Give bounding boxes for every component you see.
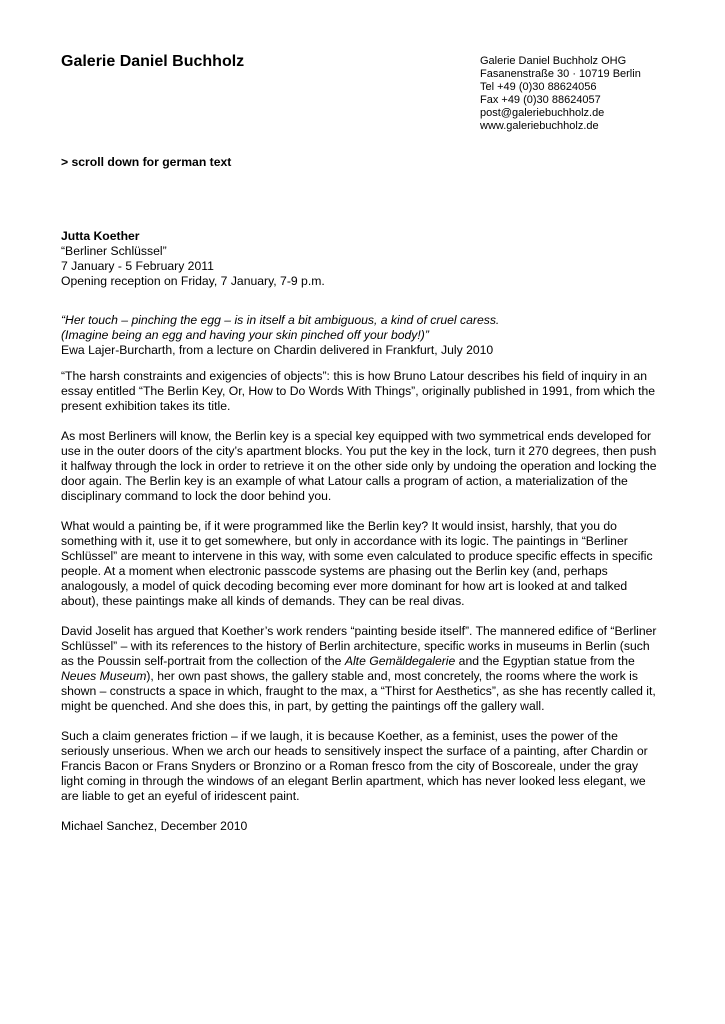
text-run: ), her own past shows, the gallery stable and, most concretely, the rooms where the work is	[146, 669, 638, 683]
exhibition-reception: Opening reception on Friday, 7 January, 7-9 p.m.	[61, 274, 325, 288]
text-line	[61, 564, 701, 579]
exhibition-dates: 7 January - 5 February 2011	[61, 259, 214, 273]
text-line	[61, 369, 701, 384]
text-run: shown – constructs a space in which, fraught to the max, a “Thirst for Aesthetics”, as she has recently called it,	[61, 684, 656, 698]
text-line	[61, 789, 701, 804]
text-line	[61, 489, 701, 504]
text-run: and the Egyptian statue from the	[455, 654, 635, 668]
epigraph-quote-line: (Imagine being an egg and having your skin pinched off your body!)”	[61, 328, 429, 342]
text-run: seriously unserious. When we arch our heads to sensitively inspect the surface of a painting, after Chardin or	[61, 744, 648, 758]
text-run: Such a claim generates friction – if we laugh, it is because Koether, as a feminist, uses the power of the	[61, 729, 618, 743]
text-run: as the Poussin self-portrait from the collection of the	[61, 654, 345, 668]
epigraph-quote-line: “Her touch – pinching the egg – is in itself a bit ambiguous, a kind of cruel caress.	[61, 313, 500, 327]
text-run: David Joselit has argued that Koether’s work renders “painting beside itself”. The mannered edifice of “Berliner	[61, 624, 657, 638]
body-text	[61, 369, 701, 834]
text-line	[61, 729, 701, 744]
text-line	[61, 399, 701, 414]
text-run: What would a painting be, if it were programmed like the Berlin key? It would insist, harshly, that you do	[61, 519, 617, 533]
text-run: are liable to get an eyeful of iridescent paint.	[61, 789, 300, 803]
text-run: As most Berliners will know, the Berlin key is a special key equipped with two symmetrical ends developed for	[61, 429, 652, 443]
text-run: about), these paintings make all kinds of demands. They can be real divas.	[61, 594, 465, 608]
text-line	[61, 684, 701, 699]
text-run: light coming in through the windows of an elegant Berlin apartment, which has never looked less elegant, we	[61, 774, 646, 788]
paragraph	[61, 519, 701, 609]
text-run: Schlüssel” – with its references to the history of Berlin architecture, specific works in museums in Berlin (such	[61, 639, 650, 653]
epigraph	[61, 313, 499, 358]
text-line	[61, 444, 701, 459]
text-line	[61, 699, 701, 714]
contact-block	[480, 55, 641, 133]
exhibition-info	[61, 229, 325, 289]
text-line	[61, 384, 701, 399]
text-run: something with it, use it to get somewhere, but only in accordance with its logic. The paintings in “Berliner	[61, 534, 628, 548]
contact-website: www.galeriebuchholz.de	[480, 120, 599, 132]
text-run: Schlüssel” are meant to intervene in this way, with some even calculated to produce specific effects in specific	[61, 549, 653, 563]
text-run: it halfway through the lock in order to retrieve it on the other side only by undoing the operation and locking the	[61, 459, 657, 473]
text-line	[61, 429, 701, 444]
text-line	[61, 624, 701, 639]
paragraph	[61, 429, 701, 504]
text-run: use in the outer doors of the city’s apartment blocks. You put the key in the lock, turn it 270 degrees, then push	[61, 444, 657, 458]
text-line	[61, 654, 701, 669]
text-line	[61, 669, 701, 684]
contact-fax: Fax +49 (0)30 88624057	[480, 94, 601, 106]
text-run: essay entitled “The Berlin Key, Or, How to Do Words With Things”, originally published in 1991, from which the	[61, 384, 656, 398]
paragraph	[61, 624, 701, 714]
text-line	[61, 549, 701, 564]
scroll-note: > scroll down for german text	[61, 155, 232, 169]
contact-tel: Tel +49 (0)30 88624056	[480, 81, 597, 93]
signoff: Michael Sanchez, December 2010	[61, 819, 248, 833]
gallery-name: Galerie Daniel Buchholz	[61, 53, 245, 70]
text-line	[61, 594, 701, 609]
text-run: Alte Gemäldegalerie	[344, 654, 456, 668]
contact-company: Galerie Daniel Buchholz OHG	[480, 55, 627, 67]
text-run: people. At a moment when electronic passcode systems are phasing out the Berlin key (and, perhaps	[61, 564, 608, 578]
body-paragraphs	[61, 369, 701, 804]
text-line	[61, 744, 701, 759]
text-line	[61, 459, 701, 474]
text-line	[61, 759, 701, 774]
contact-email: post@galeriebuchholz.de	[480, 107, 605, 119]
text-run: door again. The Berlin key is an example of what Latour calls a program of action, a materialization of the	[61, 474, 628, 488]
text-line	[61, 519, 701, 534]
contact-address: Fasanenstraße 30 · 10719 Berlin	[480, 68, 641, 80]
text-run: “The harsh constraints and exigencies of objects”: this is how Bruno Latour describes his field of inquiry in an	[61, 369, 647, 383]
text-line	[61, 474, 701, 489]
text-line	[61, 639, 701, 654]
text-run: might be quenched. And she does this, in part, by getting the paintings off the gallery wall.	[61, 699, 545, 713]
text-run: analogously, a model of quick decoding becoming ever more dominant for how art is looked at and talked	[61, 579, 628, 593]
text-run: Neues Museum	[61, 669, 147, 683]
text-run: present exhibition takes its title.	[61, 399, 231, 413]
paragraph	[61, 729, 701, 804]
text-run: Francis Bacon or Frans Snyders or Bronzino or a Roman fresco from the city of Boscoreale, under the gray	[61, 759, 639, 773]
text-line	[61, 534, 701, 549]
text-line	[61, 774, 701, 789]
exhibition-title: “Berliner Schlüssel”	[61, 244, 167, 258]
text-run: disciplinary command to lock the door behind you.	[61, 489, 332, 503]
text-line	[61, 579, 701, 594]
artist-name: Jutta Koether	[61, 229, 140, 243]
paragraph	[61, 369, 701, 414]
epigraph-attribution: Ewa Lajer-Burcharth, from a lecture on Chardin delivered in Frankfurt, July 2010	[61, 343, 494, 357]
